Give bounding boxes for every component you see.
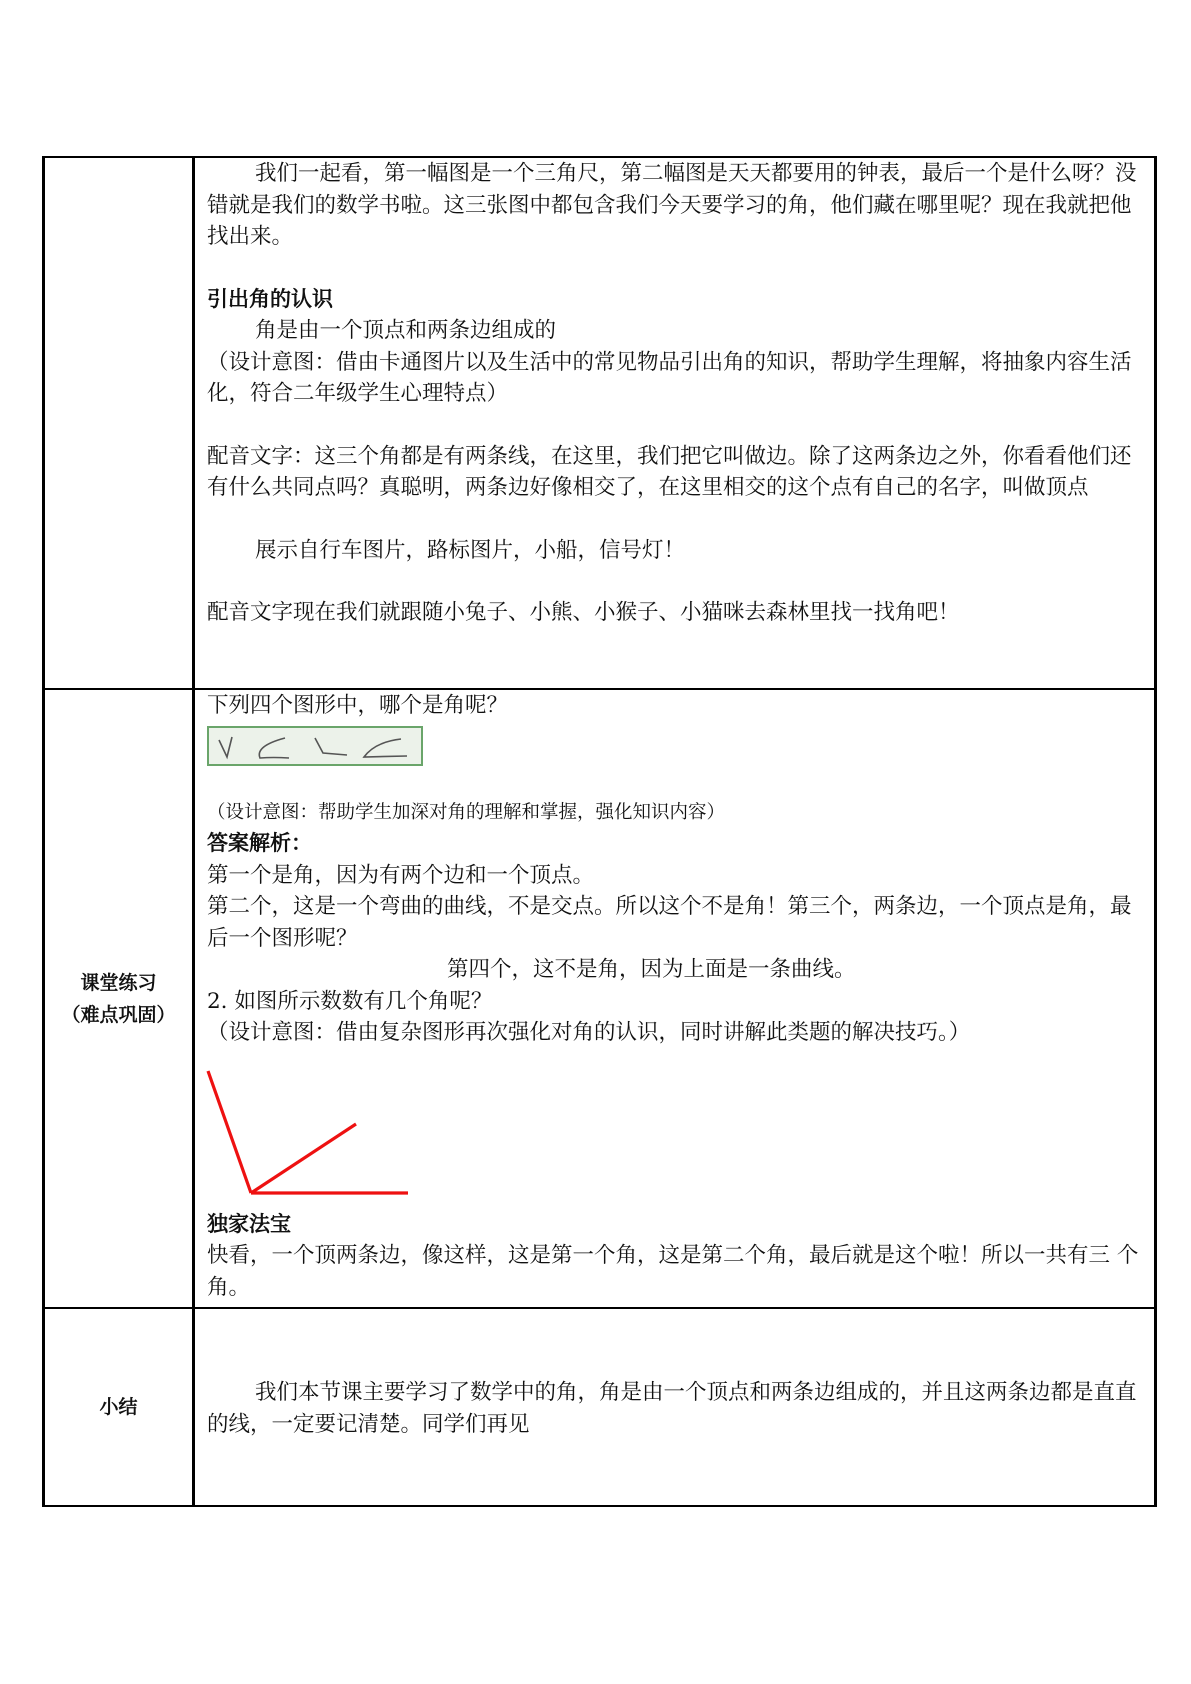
content-cell [194,1308,1156,1506]
voiceover-paragraph-2: 配音文字现在我们就跟随小兔子、小熊、小猴子、小猫咪去森林里找一找角吧！ [207,600,960,625]
definition-paragraph: 角是由一个顶点和两条边组成的 [255,318,557,343]
answer-1: 第一个是角，因为有两个边和一个顶点。 [207,862,595,888]
tips-heading: 独家法宝 [207,1211,291,1236]
design-intent-1: （设计意图：帮助学生加深对角的理解和掌握，强化知识内容） [207,801,726,823]
angle-count-figure [206,1069,428,1209]
intro-paragraph: 我们一起看，第一幅图是一个三角尺，第二幅图是天天都要用的钟表，最后一个是什么呀？没错就是我们的数学书啦。这三张图中都包含我们今天要学习的角，他们藏在哪里呢？现在我就把他找出来。 [207,161,1137,249]
section-heading: 引出角的认识 [207,286,333,311]
row-label: 小结 [99,1396,138,1418]
answer-3: 第四个，这不是角，因为上面是一条曲线。 [447,957,856,982]
design-intent-paragraph: （设计意图：借由卡通图片以及生活中的常见物品引出角的知识，帮助学生理解，将抽象内容生活化，符合二年级学生心理特点） [207,349,1132,406]
row-sublabel: （难点巩固） [61,1003,176,1026]
content-cell [194,157,1156,689]
summary-paragraph: 我们本节课主要学习了数学中的角，角是由一个顶点和两条边组成的，并且这两条边都是直直的线，一定要记清楚。同学们再见 [207,1380,1137,1437]
table-row [44,157,1156,689]
four-shapes-figure [207,726,423,766]
design-intent-2: （设计意图：借由复杂图形再次强化对角的认识，同时讲解此类题的解决技巧。） [207,1020,971,1045]
answer-heading: 答案解析： [207,831,312,855]
answer-2: 第二个，这是一个弯曲的曲线，不是交点。所以这个不是角！第三个，两条边，一个顶点是角，最后一个图形呢？ [207,894,1132,951]
lesson-plan-table [42,156,1157,1507]
angle-ray-steep [208,1071,251,1193]
row-label: 课堂练习 [80,971,157,994]
display-paragraph: 展示自行车图片，路标图片，小船，信号灯！ [255,537,686,563]
tips-paragraph: 快看，一个顶两条边，像这样，这是第一个角，这是第二个角，最后就是这个啦！所以一共有三 个角。 [207,1243,1139,1300]
voiceover-paragraph: 配音文字：这三个角都是有两条线，在这里，我们把它叫做边。除了这两条边之外，你看看他们还有什么共同点吗？真聪明，两条边好像相交了，在这里相交的这个点有自己的名字，叫做顶点 [207,443,1132,500]
content-cell [194,689,1156,1308]
figure-frame [208,727,422,765]
question-2: 2. 如图所示数数有几个角呢？ [207,988,493,1014]
row-label-cell [44,689,194,1308]
row-label-cell [44,1308,194,1506]
table-row [44,689,1156,1308]
row-label-cell [44,157,194,689]
table-row [44,1308,1156,1506]
question-1: 下列四个图形中，哪个是角呢？ [207,693,509,718]
angle-ray-middle [251,1124,356,1193]
